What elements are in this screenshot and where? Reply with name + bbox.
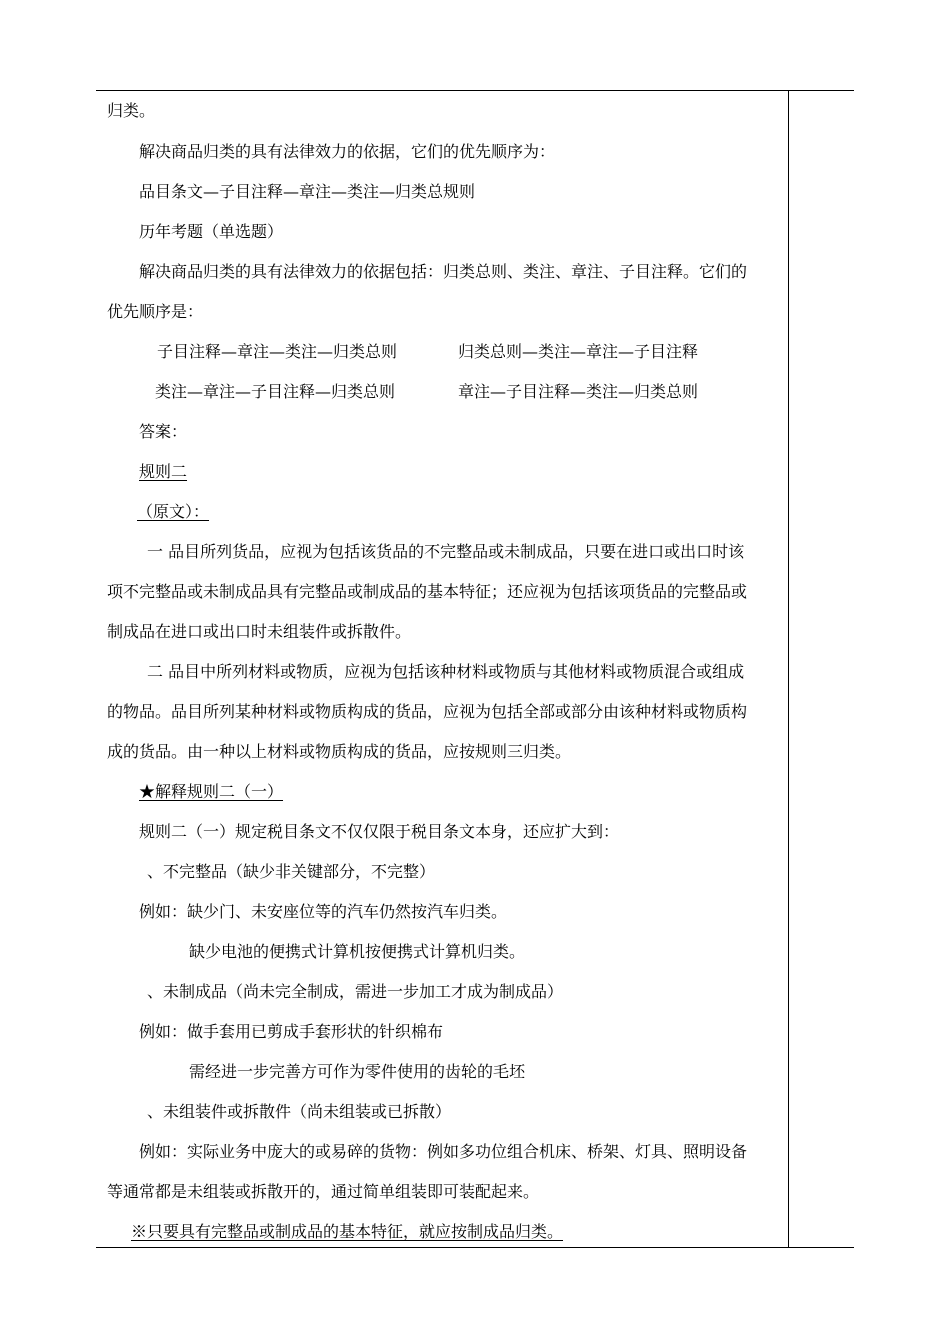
answer-label: 答案： — [139, 422, 188, 441]
key-note: ※只要具有完整品或制成品的基本特征，就应按制成品归类。 — [131, 1222, 564, 1241]
text-line: 归类。 — [107, 101, 156, 120]
paragraph-line: 项不完整品或未制成品具有完整品或制成品的基本特征；还应视为包括该项货品的完整品或 — [107, 582, 748, 601]
paragraph-line: 一 品目所列货品，应视为包括该货品的不完整品或未制成品，只要在进口或出口时该 — [147, 542, 745, 561]
option-a: 子目注释—章注—类注—归类总则 — [157, 342, 398, 361]
text-line: 解决商品归类的具有法律效力的依据，它们的优先顺序为： — [139, 142, 556, 161]
list-item: 、未组装件或拆散件（尚未组装或已拆散） — [147, 1102, 452, 1121]
example-line: 例如：做手套用已剪成手套形状的针织棉布 — [139, 1022, 444, 1041]
list-item: 、不完整品（缺少非关键部分，不完整） — [147, 862, 436, 881]
paragraph-line: 的物品。品目所列某种材料或物质构成的货品，应视为包括全部或部分由该种材料或物质构 — [107, 702, 748, 721]
option-c: 类注—章注—子目注释—归类总则 — [155, 382, 396, 401]
paragraph-line: 二 品目中所列材料或物质，应视为包括该种材料或物质与其他材料或物质混合或组成 — [147, 662, 745, 681]
explanation-heading: ★解释规则二（一） — [139, 782, 284, 801]
question-text: 解决商品归类的具有法律效力的依据包括：归类总则、类注、章注、子目注释。它们的 — [139, 262, 748, 281]
paragraph-line: 成的货品。由一种以上材料或物质构成的货品，应按规则三归类。 — [107, 742, 572, 761]
option-d: 章注—子目注释—类注—归类总则 — [458, 382, 699, 401]
option-b: 归类总则—类注—章注—子目注释 — [458, 342, 699, 361]
example-line: 例如：缺少门、未安座位等的汽车仍然按汽车归类。 — [139, 902, 508, 921]
priority-order: 品目条文—子目注释—章注—类注—归类总规则 — [139, 182, 476, 201]
table-bottom-border — [96, 1247, 854, 1248]
original-text-heading: （原文）： — [137, 502, 210, 521]
example-line: 等通常都是未组装或拆散开的，通过简单组装即可装配起来。 — [107, 1182, 540, 1201]
rule-two-heading: 规则二 — [139, 462, 188, 481]
example-line: 缺少电池的便携式计算机按便携式计算机归类。 — [189, 942, 526, 961]
paragraph-line: 制成品在进口或出口时未组装件或拆散件。 — [107, 622, 412, 641]
table-top-border — [96, 90, 854, 91]
example-line: 例如：实际业务中庞大的或易碎的货物：例如多功位组合机床、桥架、灯具、照明设备 — [139, 1142, 748, 1161]
exam-heading: 历年考题（单选题） — [139, 222, 284, 241]
question-text: 优先顺序是： — [107, 302, 204, 321]
text-line: 规则二（一）规定税目条文不仅仅限于税目条文本身，还应扩大到： — [139, 822, 620, 841]
example-line: 需经进一步完善方可作为零件使用的齿轮的毛坯 — [189, 1062, 526, 1081]
list-item: 、未制成品（尚未完全制成，需进一步加工才成为制成品） — [147, 982, 564, 1001]
table-column-divider — [788, 90, 789, 1248]
